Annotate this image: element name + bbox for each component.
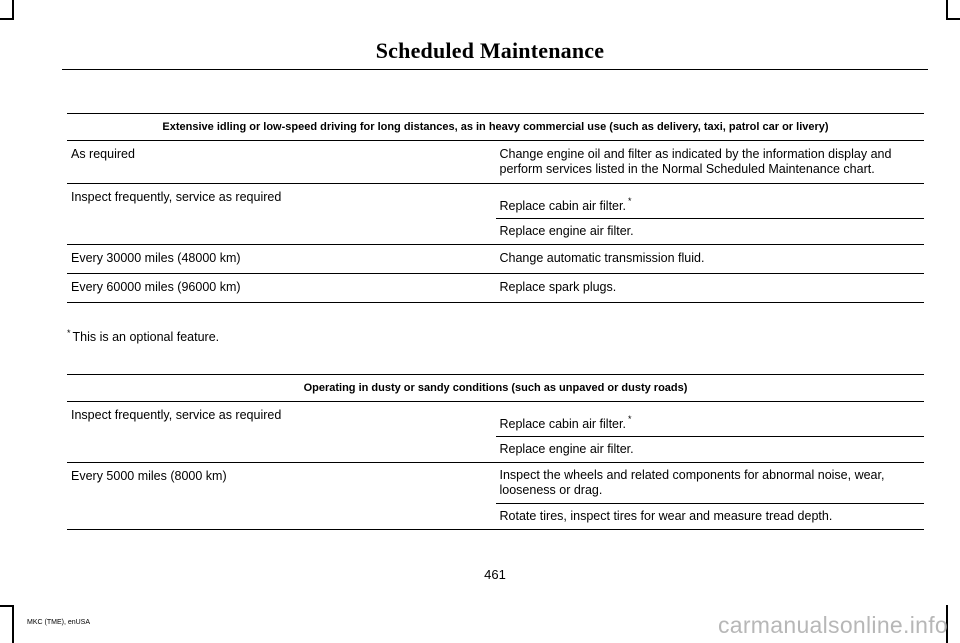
crop-mark-bottom-left-v (12, 605, 14, 643)
table-row (67, 245, 924, 274)
task-cell: Change engine oil and filter as indicated by the information display and perform services listed in the Normal Scheduled Maintenance chart. (496, 141, 925, 184)
page-number: 461 (484, 567, 506, 582)
task-cell: Replace engine air filter. (496, 437, 925, 463)
maintenance-table-heavy-use (67, 113, 924, 303)
interval-cell: Every 5000 miles (8000 km) (67, 463, 496, 530)
task-text: Replace cabin air filter. (499, 417, 626, 431)
task-cell: Replace engine air filter. (496, 219, 925, 245)
footnote-mark: * (627, 414, 632, 424)
table-row (67, 184, 924, 219)
table-row (67, 141, 924, 184)
crop-mark-top-right-h (946, 18, 960, 20)
maintenance-table-dusty-conditions (67, 374, 924, 530)
table-row (67, 402, 924, 437)
crop-mark-top-left-v (12, 0, 14, 18)
footnote (67, 326, 219, 345)
task-cell: Change automatic transmission fluid. (496, 245, 925, 274)
task-cell (496, 184, 925, 219)
page-title: Scheduled Maintenance (375, 38, 605, 63)
task-cell: Replace spark plugs. (496, 274, 925, 303)
task-cell: Inspect the wheels and related components for abnormal noise, wear, looseness or drag. (499, 468, 885, 497)
interval-cell: Inspect frequently, service as required (67, 184, 496, 245)
table-row (67, 274, 924, 303)
interval-cell: Inspect frequently, service as required (67, 402, 496, 463)
table-header: Extensive idling or low-speed driving for long distances, as in heavy commercial use (such as delivery, taxi, patrol car or livery) (67, 114, 924, 141)
interval-cell: Every 60000 miles (96000 km) (67, 274, 496, 303)
task-cell (496, 402, 925, 437)
task-cell: Rotate tires, inspect tires for wear and measure tread depth. (496, 504, 925, 530)
watermark: carmanualsonline.info (717, 612, 948, 638)
footnote-mark: * (67, 328, 71, 338)
interval-cell: As required (67, 141, 496, 184)
crop-mark-top-left-h (0, 18, 14, 20)
table-row (67, 463, 924, 504)
task-text: Replace cabin air filter. (499, 199, 626, 213)
footer-model-code: MKC (TME), enUSA (27, 619, 91, 626)
title-divider (62, 69, 928, 70)
footnote-mark: * (627, 196, 632, 206)
crop-mark-bottom-left-h (0, 605, 14, 607)
crop-mark-top-right-v (946, 0, 948, 18)
interval-cell: Every 30000 miles (48000 km) (67, 245, 496, 274)
footnote-text: This is an optional feature. (72, 330, 220, 344)
table-header: Operating in dusty or sandy conditions (such as unpaved or dusty roads) (67, 375, 924, 402)
